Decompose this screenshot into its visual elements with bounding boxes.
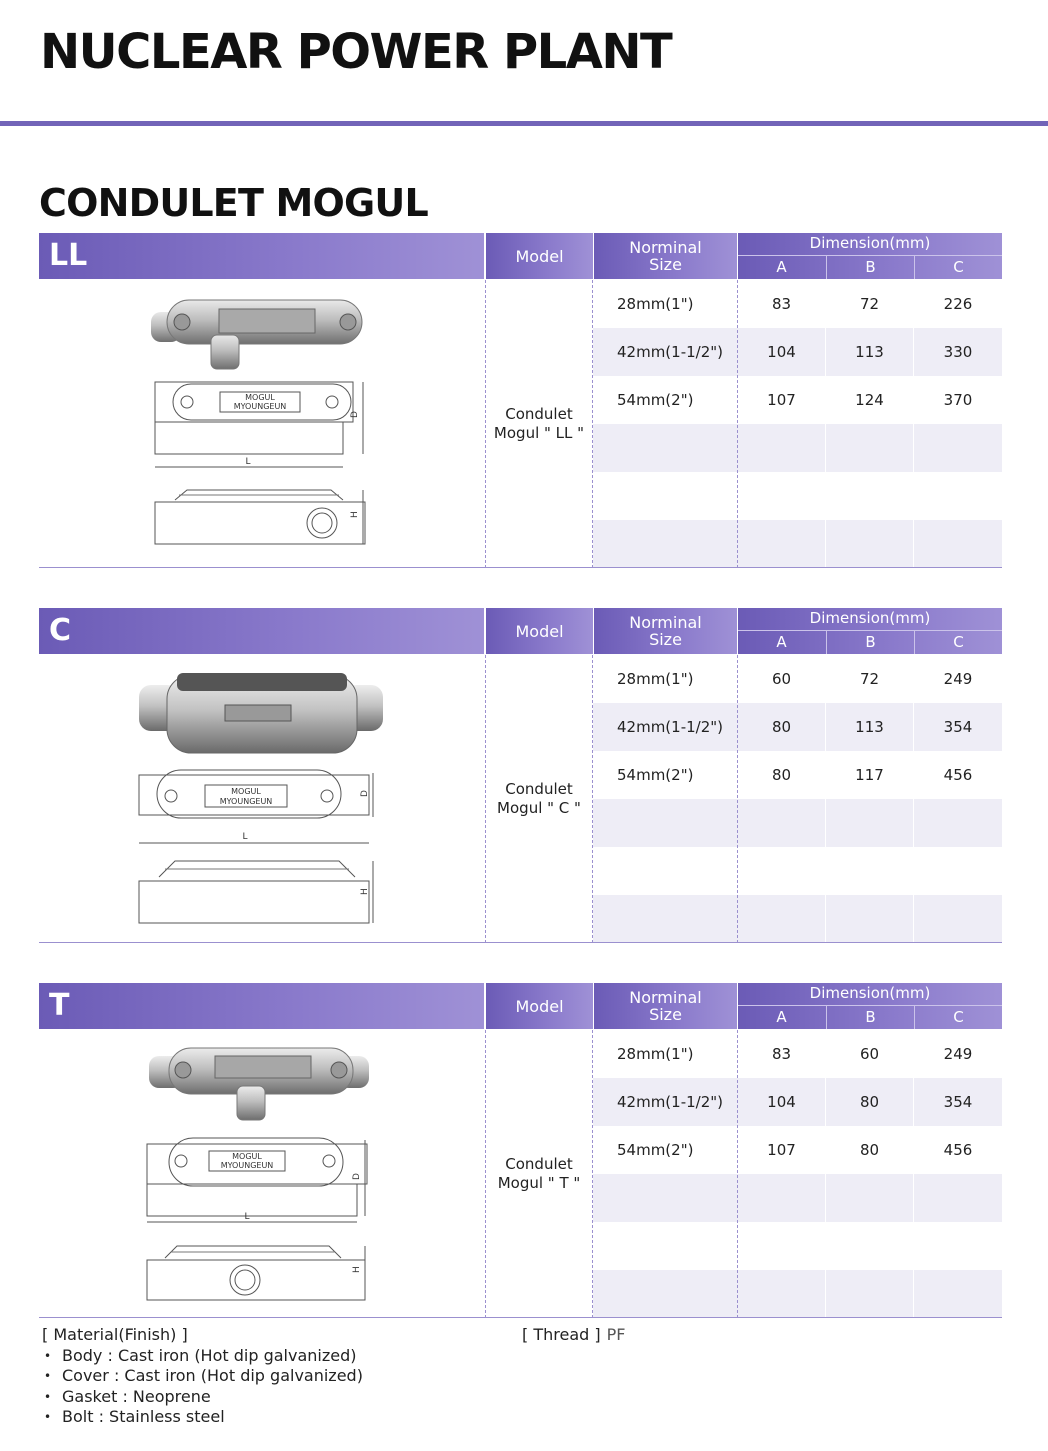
dim-label-h: H bbox=[352, 1266, 362, 1273]
model-line2: Mogul " T " bbox=[497, 1174, 581, 1192]
cell-b: 117 bbox=[855, 766, 884, 784]
cell-b: 60 bbox=[859, 1045, 880, 1063]
cell-c: 226 bbox=[943, 295, 973, 313]
product-block-t bbox=[39, 983, 1002, 1318]
header-col-c: C bbox=[914, 1006, 1002, 1029]
header-dimension bbox=[738, 233, 1002, 279]
header-size-line1: Norminal bbox=[629, 238, 702, 257]
spec-rows bbox=[593, 655, 1002, 943]
material-heading: [ Material(Finish) ] bbox=[42, 1325, 188, 1344]
cell-b: 80 bbox=[859, 1093, 880, 1111]
column-divider bbox=[825, 1030, 826, 1318]
cell-c: 370 bbox=[943, 391, 973, 409]
header-dimension-title: Dimension(mm) bbox=[738, 608, 1002, 631]
material-item: • Bolt : Stainless steel bbox=[42, 1407, 363, 1428]
header-dimension-title: Dimension(mm) bbox=[738, 233, 1002, 256]
table-row-empty bbox=[593, 799, 1002, 847]
table-row-empty bbox=[593, 1222, 1002, 1270]
dim-label-h: H bbox=[360, 888, 370, 895]
model-line2: Mogul " C " bbox=[497, 799, 581, 817]
cell-a: 83 bbox=[771, 295, 792, 313]
table-row-empty bbox=[593, 1270, 1002, 1318]
header-dimension-title: Dimension(mm) bbox=[738, 983, 1002, 1006]
cell-a: 80 bbox=[771, 718, 792, 736]
condulet-c-illustration bbox=[39, 655, 484, 943]
table-row-empty bbox=[593, 847, 1002, 895]
header-size-line2: Size bbox=[649, 255, 682, 274]
block-code: C bbox=[39, 608, 484, 654]
thread-note bbox=[522, 1325, 625, 1346]
block-bottom-rule bbox=[39, 567, 1002, 568]
column-divider bbox=[913, 1030, 914, 1318]
cell-b: 72 bbox=[859, 670, 880, 688]
table-row bbox=[593, 328, 1002, 376]
dim-label-d: D bbox=[360, 790, 370, 797]
cell-size: 42mm(1-1/2") bbox=[617, 1093, 724, 1111]
cell-c: 249 bbox=[943, 670, 973, 688]
product-drawing bbox=[39, 280, 484, 568]
dim-label-d: D bbox=[350, 411, 360, 418]
nameplate-text-1: MOGUL bbox=[231, 787, 261, 796]
product-block-ll bbox=[39, 233, 1002, 568]
column-divider bbox=[737, 1030, 738, 1318]
cell-a: 107 bbox=[767, 1141, 796, 1159]
nameplate-text-2: MYOUNGEUN bbox=[219, 797, 273, 806]
header-col-b: B bbox=[826, 256, 914, 279]
table-row-empty bbox=[593, 520, 1002, 568]
model-line2: Mogul " LL " bbox=[493, 424, 585, 442]
table-row-empty bbox=[593, 895, 1002, 943]
spec-rows bbox=[593, 1030, 1002, 1318]
cell-a: 60 bbox=[771, 670, 792, 688]
cell-b: 80 bbox=[859, 1141, 880, 1159]
header-col-b: B bbox=[826, 631, 914, 654]
header-size bbox=[594, 983, 737, 1029]
dim-label-l: L bbox=[245, 457, 251, 467]
column-divider bbox=[737, 655, 738, 943]
cell-b: 72 bbox=[859, 295, 880, 313]
header-col-a: A bbox=[776, 258, 787, 276]
section-title: CONDULET MOGUL bbox=[39, 181, 428, 225]
cell-size: 54mm(2") bbox=[617, 1141, 694, 1159]
model-cell bbox=[485, 280, 593, 568]
cell-size: 28mm(1") bbox=[617, 295, 694, 313]
title-divider bbox=[0, 121, 1048, 126]
cell-a: 104 bbox=[767, 1093, 796, 1111]
material-notes bbox=[42, 1325, 363, 1428]
column-divider bbox=[913, 280, 914, 568]
header-size-line1: Norminal bbox=[629, 988, 702, 1007]
material-item: • Gasket : Neoprene bbox=[42, 1387, 363, 1408]
cell-size: 54mm(2") bbox=[617, 391, 694, 409]
page-title: NUCLEAR POWER PLANT bbox=[40, 24, 672, 80]
cell-a: 107 bbox=[767, 391, 796, 409]
header-model: Model bbox=[486, 608, 593, 654]
table-row bbox=[593, 751, 1002, 799]
cell-size: 28mm(1") bbox=[617, 1045, 694, 1063]
block-bottom-rule bbox=[39, 1317, 1002, 1318]
table-row-empty bbox=[593, 472, 1002, 520]
header-col-b: B bbox=[826, 1006, 914, 1029]
header-size bbox=[594, 608, 737, 654]
block-code: LL bbox=[39, 233, 484, 279]
spec-rows bbox=[593, 280, 1002, 568]
block-code: T bbox=[39, 983, 484, 1029]
cell-c: 456 bbox=[943, 1141, 973, 1159]
material-item: • Cover : Cast iron (Hot dip galvanized) bbox=[42, 1366, 363, 1387]
nameplate-text-2: MYOUNGEUN bbox=[233, 402, 287, 411]
cell-b: 113 bbox=[855, 343, 884, 361]
thread-label: [ Thread ] bbox=[522, 1325, 601, 1344]
condulet-ll-illustration bbox=[39, 280, 484, 568]
cell-c: 330 bbox=[943, 343, 973, 361]
cell-size: 28mm(1") bbox=[617, 670, 694, 688]
table-row bbox=[593, 376, 1002, 424]
header-dimension bbox=[738, 608, 1002, 654]
header-size-line1: Norminal bbox=[629, 613, 702, 632]
header-size-line2: Size bbox=[649, 630, 682, 649]
cell-size: 42mm(1-1/2") bbox=[617, 343, 724, 361]
header-size bbox=[594, 233, 737, 279]
table-row bbox=[593, 1126, 1002, 1174]
product-block-c bbox=[39, 608, 1002, 943]
cell-size: 42mm(1-1/2") bbox=[617, 718, 724, 736]
column-divider bbox=[825, 655, 826, 943]
model-line1: Condulet bbox=[505, 780, 573, 798]
table-row-empty bbox=[593, 1174, 1002, 1222]
column-divider bbox=[825, 280, 826, 568]
condulet-t-illustration bbox=[39, 1030, 484, 1318]
model-cell bbox=[485, 1030, 593, 1318]
product-drawing bbox=[39, 655, 484, 943]
header-size-line2: Size bbox=[649, 1005, 682, 1024]
table-row bbox=[593, 280, 1002, 328]
cell-a: 83 bbox=[771, 1045, 792, 1063]
dim-label-l: L bbox=[242, 832, 248, 842]
header-col-a: A bbox=[776, 1008, 787, 1026]
nameplate-text-1: MOGUL bbox=[232, 1152, 262, 1161]
table-row bbox=[593, 703, 1002, 751]
product-drawing bbox=[39, 1030, 484, 1318]
model-cell bbox=[485, 655, 593, 943]
nameplate-text-1: MOGUL bbox=[245, 393, 275, 402]
header-col-a: A bbox=[776, 633, 787, 651]
table-row bbox=[593, 655, 1002, 703]
dim-label-l: L bbox=[244, 1212, 250, 1222]
cell-size: 54mm(2") bbox=[617, 766, 694, 784]
model-line1: Condulet bbox=[505, 1155, 573, 1173]
table-row-empty bbox=[593, 424, 1002, 472]
nameplate-text-2: MYOUNGEUN bbox=[220, 1161, 274, 1170]
cell-c: 456 bbox=[943, 766, 973, 784]
cell-a: 80 bbox=[771, 766, 792, 784]
block-bottom-rule bbox=[39, 942, 1002, 943]
dim-label-d: D bbox=[352, 1173, 362, 1180]
header-dimension bbox=[738, 983, 1002, 1029]
table-row bbox=[593, 1030, 1002, 1078]
model-line1: Condulet bbox=[505, 405, 573, 423]
cell-c: 354 bbox=[943, 718, 973, 736]
header-model: Model bbox=[486, 233, 593, 279]
cell-c: 354 bbox=[943, 1093, 973, 1111]
header-col-c: C bbox=[914, 256, 1002, 279]
thread-value: PF bbox=[606, 1325, 626, 1344]
cell-b: 113 bbox=[855, 718, 884, 736]
material-item: • Body : Cast iron (Hot dip galvanized) bbox=[42, 1346, 363, 1367]
column-divider bbox=[913, 655, 914, 943]
cell-a: 104 bbox=[767, 343, 796, 361]
column-divider bbox=[737, 280, 738, 568]
header-col-c: C bbox=[914, 631, 1002, 654]
cell-c: 249 bbox=[943, 1045, 973, 1063]
dim-label-h: H bbox=[350, 511, 360, 518]
header-model: Model bbox=[486, 983, 593, 1029]
table-row bbox=[593, 1078, 1002, 1126]
cell-b: 124 bbox=[855, 391, 884, 409]
